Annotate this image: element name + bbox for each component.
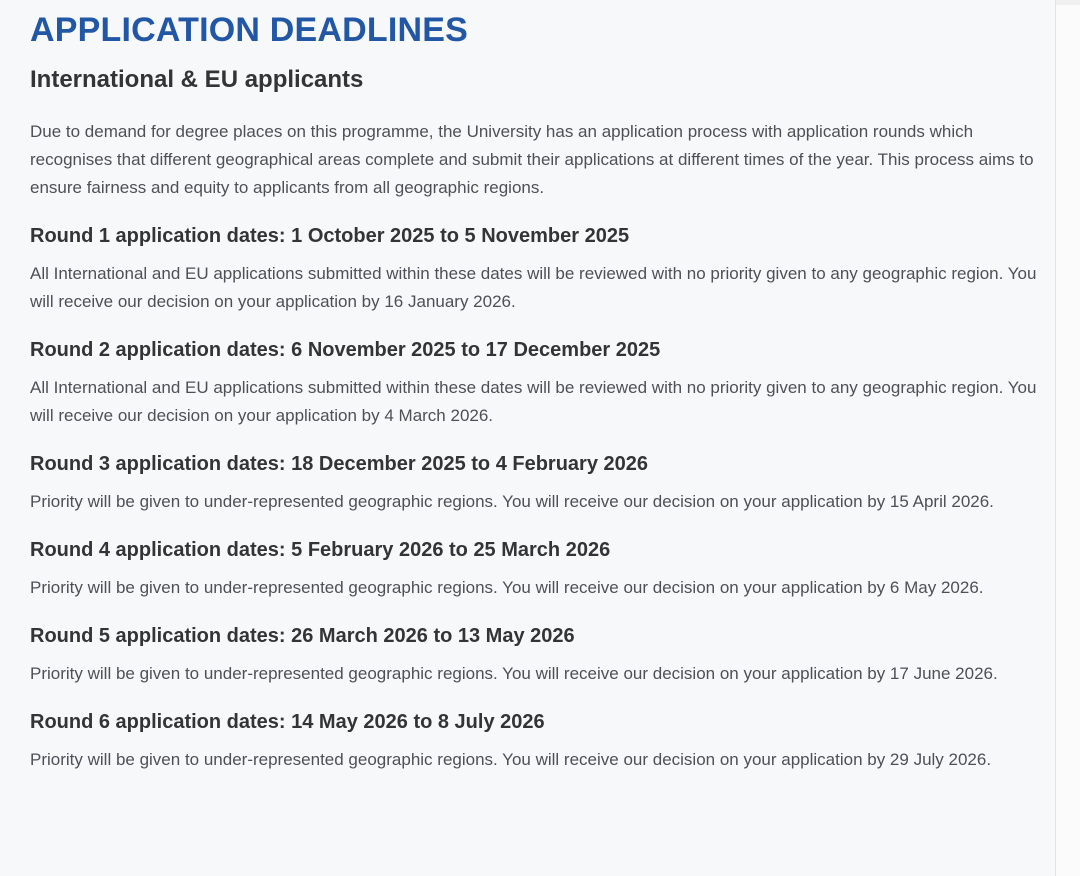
round-description: All International and EU applications submitted within these dates will be reviewed with no priority given to any geographic region. You will receive our decision on your application by 16 January 2026. bbox=[30, 264, 1037, 311]
round-description: Priority will be given to under-represented geographic regions. You will receive our decision on your application by 17 June 2026. bbox=[30, 664, 998, 683]
page-title: APPLICATION DEADLINES bbox=[30, 11, 469, 49]
round-description: All International and EU applications submitted within these dates will be reviewed with no priority given to any geographic region. You will receive our decision on your application by 4 March 2026. bbox=[30, 378, 1037, 425]
round-heading: Round 3 application dates: 18 December 2025 to 4 February 2026 bbox=[30, 453, 649, 475]
application-round-5 bbox=[30, 622, 1039, 688]
intro-paragraph: Due to demand for degree places on this programme, the University has an application process with application rounds which recognises that different geographical areas complete and submit their applications at different times of the year. This process aims to ensure fairness and equity to applicants from all geographic regions. bbox=[30, 122, 1034, 197]
round-heading: Round 5 application dates: 26 March 2026 to 13 May 2026 bbox=[30, 625, 575, 647]
application-round-1 bbox=[30, 222, 1039, 316]
round-description: Priority will be given to under-represented geographic regions. You will receive our decision on your application by 15 April 2026. bbox=[30, 492, 994, 511]
application-round-3 bbox=[30, 450, 1039, 516]
round-heading: Round 2 application dates: 6 November 2025 to 17 December 2025 bbox=[30, 339, 661, 361]
page-subtitle: International & EU applicants bbox=[30, 66, 364, 93]
round-description: Priority will be given to under-represented geographic regions. You will receive our decision on your application by 29 July 2026. bbox=[30, 750, 992, 769]
round-description: Priority will be given to under-represented geographic regions. You will receive our decision on your application by 6 May 2026. bbox=[30, 578, 984, 597]
application-round-2 bbox=[30, 336, 1039, 430]
round-heading: Round 1 application dates: 1 October 2025 to 5 November 2025 bbox=[30, 225, 630, 247]
application-round-6 bbox=[30, 708, 1039, 774]
round-heading: Round 4 application dates: 5 February 2026 to 25 March 2026 bbox=[30, 539, 611, 561]
application-round-4 bbox=[30, 536, 1039, 602]
round-heading: Round 6 application dates: 14 May 2026 to 8 July 2026 bbox=[30, 711, 545, 733]
